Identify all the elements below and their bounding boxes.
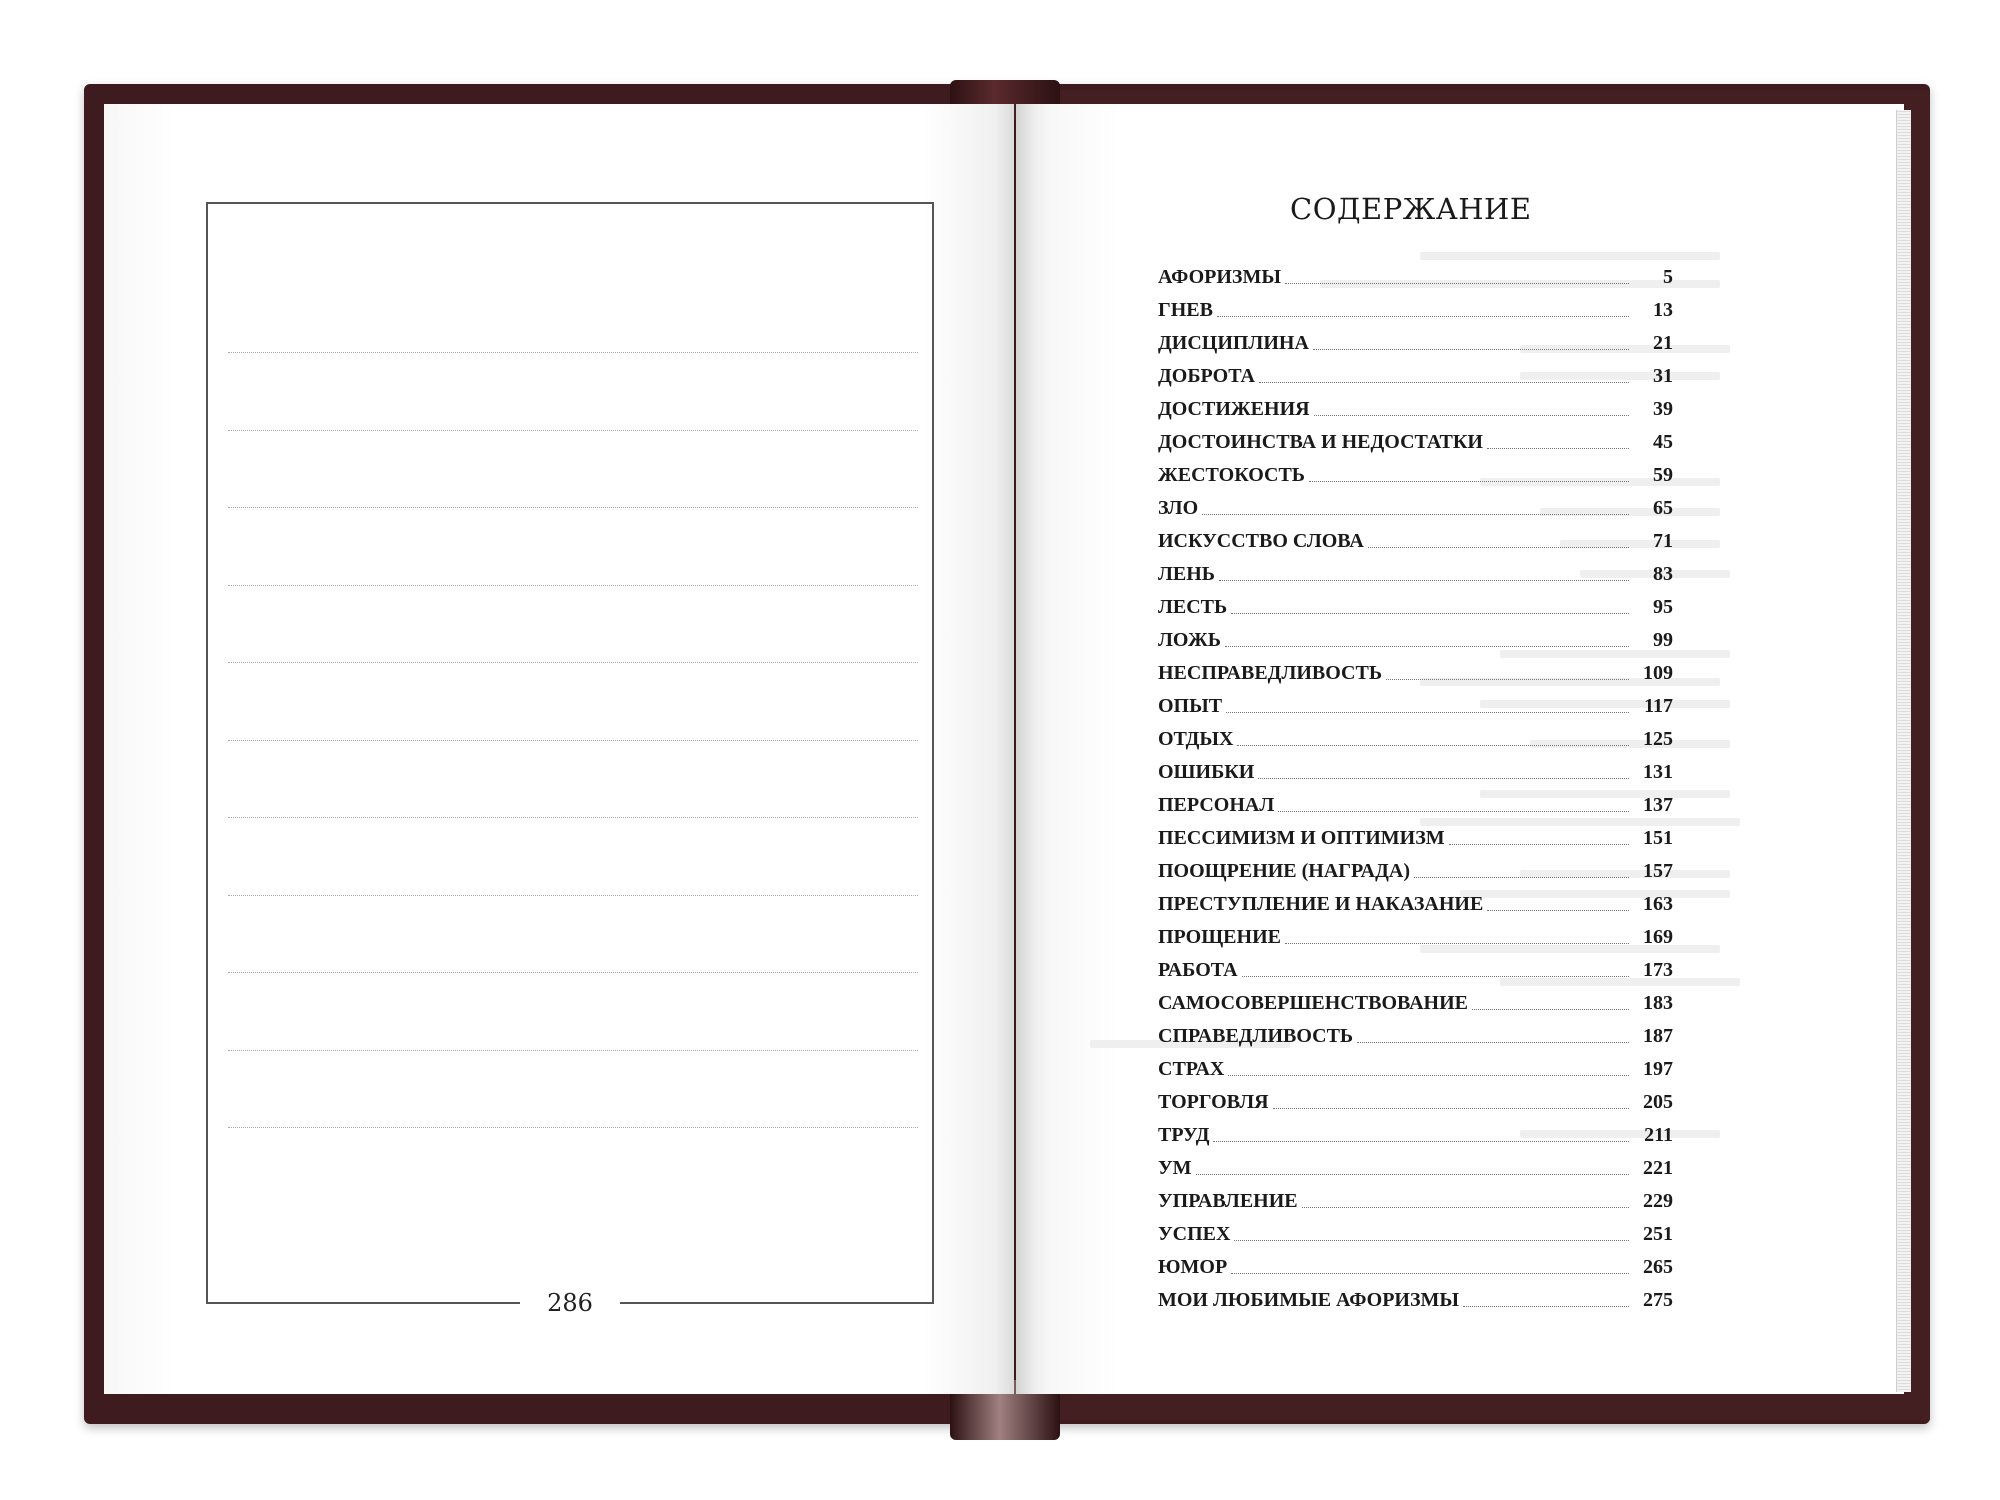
toc-entry-label: ПЕССИМИЗМ И ОПТИМИЗМ xyxy=(1158,827,1445,849)
note-line xyxy=(228,972,918,973)
toc-entry-label: ЛЕСТЬ xyxy=(1158,596,1228,618)
toc-entry xyxy=(1158,951,1673,981)
toc-entry-page: 21 xyxy=(1653,332,1673,354)
toc-entry xyxy=(1158,786,1673,816)
toc-entry xyxy=(1158,621,1673,651)
toc-entry xyxy=(1158,1215,1673,1245)
toc-entry-label: УПРАВЛЕНИЕ xyxy=(1158,1190,1298,1212)
toc-dot-leader xyxy=(1202,514,1629,515)
toc-entry xyxy=(1158,423,1673,453)
toc-dot-leader xyxy=(1259,382,1629,383)
toc-entry-page: 109 xyxy=(1643,662,1673,684)
toc-entry-label: МОИ ЛЮБИМЫЕ АФОРИЗМЫ xyxy=(1158,1289,1460,1311)
toc-dot-leader xyxy=(1225,646,1629,647)
toc-entry-label: ЗЛО xyxy=(1158,497,1199,519)
toc-entry xyxy=(1158,1083,1673,1113)
toc-entry-label: ДОСТОИНСТВА И НЕДОСТАТКИ xyxy=(1158,431,1483,453)
toc-entry xyxy=(1158,654,1673,684)
toc-entry-label: ДИСЦИПЛИНА xyxy=(1158,332,1309,354)
toc-entry-label: ОТДЫХ xyxy=(1158,728,1234,750)
toc-entry xyxy=(1158,1116,1673,1146)
toc-entry xyxy=(1158,555,1673,585)
toc-entry-page: 125 xyxy=(1643,728,1673,750)
toc-entry-label: ПООЩРЕНИЕ (НАГРАДА) xyxy=(1158,860,1410,882)
toc-entry-page: 265 xyxy=(1643,1256,1673,1278)
toc-dot-leader xyxy=(1226,712,1629,713)
toc-dot-leader xyxy=(1231,1273,1629,1274)
toc-dot-leader xyxy=(1231,613,1629,614)
toc-entry xyxy=(1158,456,1673,486)
toc-dot-leader xyxy=(1472,1009,1629,1010)
toc-dot-leader xyxy=(1463,1306,1629,1307)
toc-entry-page: 187 xyxy=(1643,1025,1673,1047)
toc-entry-page: 59 xyxy=(1653,464,1673,486)
toc-entry-page: 117 xyxy=(1644,695,1673,717)
toc-dot-leader xyxy=(1309,481,1629,482)
toc-dot-leader xyxy=(1228,1075,1629,1076)
page-number: 286 xyxy=(520,1286,620,1320)
toc-entry xyxy=(1158,1281,1673,1311)
toc-dot-leader xyxy=(1386,679,1629,680)
toc-dot-leader xyxy=(1278,811,1629,812)
toc-entry-label: ПРОЩЕНИЕ xyxy=(1158,926,1281,948)
toc-entry xyxy=(1158,1050,1673,1080)
toc-entry-page: 157 xyxy=(1643,860,1673,882)
toc-entry xyxy=(1158,852,1673,882)
toc-entry-page: 45 xyxy=(1653,431,1673,453)
toc-entry xyxy=(1158,687,1673,717)
toc-entry-page: 197 xyxy=(1643,1058,1673,1080)
toc-entry-page: 71 xyxy=(1653,530,1673,552)
toc-dot-leader xyxy=(1302,1207,1629,1208)
toc-entry-label: ОШИБКИ xyxy=(1158,761,1255,783)
toc-entry-label: ЖЕСТОКОСТЬ xyxy=(1158,464,1306,486)
notes-frame xyxy=(206,202,934,1304)
note-line xyxy=(228,1127,918,1128)
toc-dot-leader xyxy=(1213,1141,1629,1142)
toc-entry-page: 65 xyxy=(1653,497,1673,519)
toc-dot-leader xyxy=(1368,547,1629,548)
toc-entry-label: УСПЕХ xyxy=(1158,1223,1231,1245)
toc-entry xyxy=(1158,390,1673,420)
toc-dot-leader xyxy=(1285,283,1629,284)
toc-dot-leader xyxy=(1314,415,1629,416)
toc-dot-leader xyxy=(1234,1240,1629,1241)
toc-entry-page: 211 xyxy=(1644,1124,1673,1146)
toc-entry-page: 251 xyxy=(1643,1223,1673,1245)
toc-entry-page: 275 xyxy=(1643,1289,1673,1311)
toc-entry-page: 95 xyxy=(1653,596,1673,618)
toc-dot-leader xyxy=(1313,349,1629,350)
toc-entry-page: 169 xyxy=(1643,926,1673,948)
toc-entry-label: ДОБРОТА xyxy=(1158,365,1255,387)
toc-entry-label: СТРАХ xyxy=(1158,1058,1225,1080)
toc-entry-page: 151 xyxy=(1643,827,1673,849)
toc-entry-label: НЕСПРАВЕДЛИВОСТЬ xyxy=(1158,662,1383,684)
toc-entry xyxy=(1158,1248,1673,1278)
toc-entry xyxy=(1158,522,1673,552)
note-line xyxy=(228,507,918,508)
toc-entry-label: ЛЕНЬ xyxy=(1158,563,1216,585)
toc-dot-leader xyxy=(1273,1108,1629,1109)
toc-entry xyxy=(1158,588,1673,618)
toc-entry xyxy=(1158,918,1673,948)
toc-entry-page: 13 xyxy=(1653,299,1673,321)
toc-entry-page: 99 xyxy=(1653,629,1673,651)
toc-dot-leader xyxy=(1285,943,1629,944)
toc-entry-label: ДОСТИЖЕНИЯ xyxy=(1158,398,1310,420)
toc-entry-page: 5 xyxy=(1663,266,1673,288)
note-line xyxy=(228,817,918,818)
toc-entry-label: ЛОЖЬ xyxy=(1158,629,1221,651)
toc-entry-label: ТРУД xyxy=(1158,1124,1210,1146)
note-line xyxy=(228,740,918,741)
toc-entry xyxy=(1158,819,1673,849)
toc-entry-label: ПРЕСТУПЛЕНИЕ И НАКАЗАНИЕ xyxy=(1158,893,1484,915)
toc-entry xyxy=(1158,984,1673,1014)
toc-dot-leader xyxy=(1258,778,1629,779)
toc-dot-leader xyxy=(1487,910,1629,911)
toc-entry-label: ГНЕВ xyxy=(1158,299,1213,321)
toc-entry-label: УМ xyxy=(1158,1157,1192,1179)
toc-entry-label: ТОРГОВЛЯ xyxy=(1158,1091,1269,1113)
toc-entry xyxy=(1158,489,1673,519)
toc-entry-page: 31 xyxy=(1653,365,1673,387)
toc-entry-page: 83 xyxy=(1653,563,1673,585)
toc-entry-label: СПРАВЕДЛИВОСТЬ xyxy=(1158,1025,1354,1047)
toc-entry-label: САМОСОВЕРШЕНСТВОВАНИЕ xyxy=(1158,992,1468,1014)
toc-entry-page: 39 xyxy=(1653,398,1673,420)
toc-entry-label: АФОРИЗМЫ xyxy=(1158,266,1282,288)
toc-entry-label: РАБОТА xyxy=(1158,959,1238,981)
note-line xyxy=(228,662,918,663)
toc-entry-page: 131 xyxy=(1643,761,1673,783)
toc-title: СОДЕРЖАНИЕ xyxy=(1290,192,1532,226)
toc-entry-page: 205 xyxy=(1643,1091,1673,1113)
toc-entry-label: ПЕРСОНАЛ xyxy=(1158,794,1275,816)
toc-entry-page: 173 xyxy=(1643,959,1673,981)
toc-entry-page: 183 xyxy=(1643,992,1673,1014)
toc-entry xyxy=(1158,753,1673,783)
toc-dot-leader xyxy=(1196,1174,1629,1175)
toc-entry xyxy=(1158,720,1673,750)
toc-entry-page: 221 xyxy=(1643,1157,1673,1179)
note-line xyxy=(228,1050,918,1051)
toc-entry-label: ЮМОР xyxy=(1158,1256,1228,1278)
toc-entry-label: ИСКУССТВО СЛОВА xyxy=(1158,530,1364,552)
toc-entry xyxy=(1158,1182,1673,1212)
toc-dot-leader xyxy=(1449,844,1629,845)
toc-entry xyxy=(1158,1017,1673,1047)
note-line xyxy=(228,352,918,353)
toc-dot-leader xyxy=(1219,580,1629,581)
page-edges xyxy=(1896,110,1911,1392)
toc-dot-leader xyxy=(1414,877,1629,878)
toc-entry xyxy=(1158,324,1673,354)
toc-entry-page: 163 xyxy=(1643,893,1673,915)
toc-entry xyxy=(1158,1149,1673,1179)
toc-entry xyxy=(1158,291,1673,321)
toc-dot-leader xyxy=(1487,448,1629,449)
toc-entry-page: 137 xyxy=(1643,794,1673,816)
toc-dot-leader xyxy=(1242,976,1629,977)
toc-entry xyxy=(1158,357,1673,387)
toc-dot-leader xyxy=(1357,1042,1629,1043)
note-line xyxy=(228,585,918,586)
gutter-shadow xyxy=(995,104,1035,1394)
toc-entry xyxy=(1158,258,1673,288)
toc-entry-page: 229 xyxy=(1643,1190,1673,1212)
toc-entry xyxy=(1158,885,1673,915)
note-line xyxy=(228,430,918,431)
note-line xyxy=(228,895,918,896)
toc-dot-leader xyxy=(1217,316,1629,317)
toc-entry-label: ОПЫТ xyxy=(1158,695,1223,717)
toc-dot-leader xyxy=(1237,745,1629,746)
